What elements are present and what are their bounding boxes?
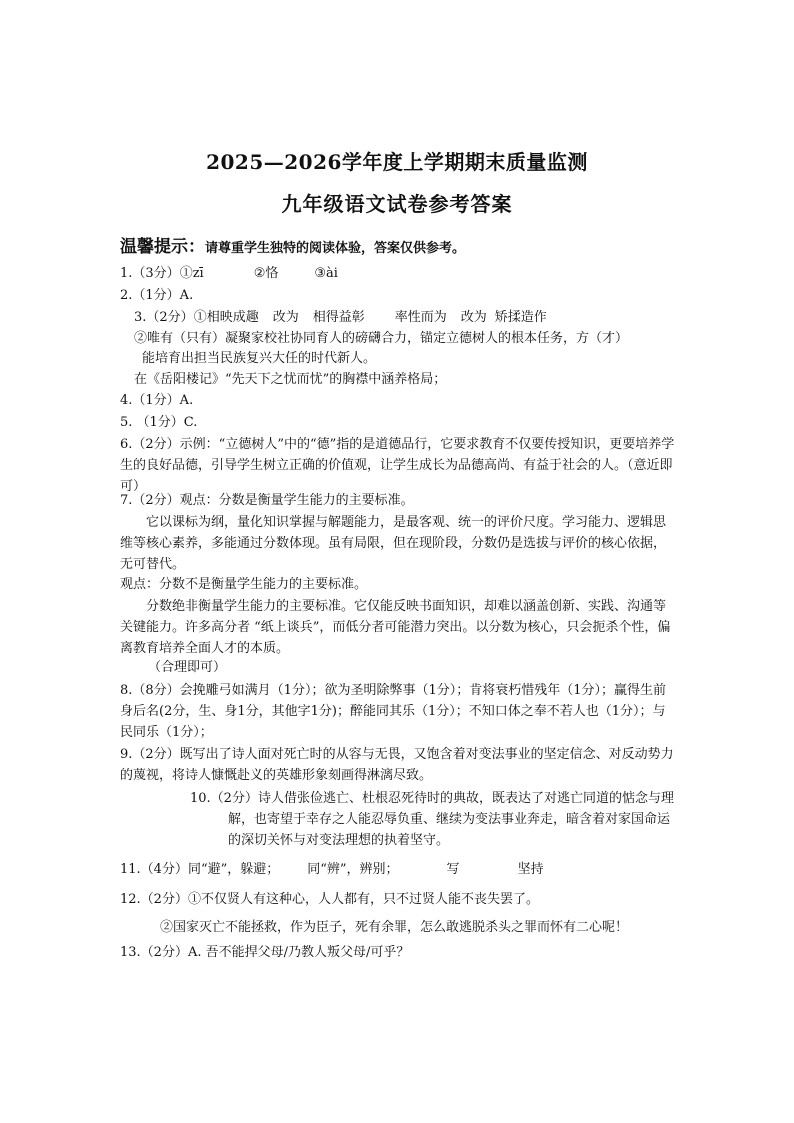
q1-number: 1.（3分） [120, 266, 180, 281]
q3-phrase-1: ①相映成趣 [193, 310, 259, 325]
answer-q11 [120, 860, 544, 880]
q1-answer-1: ①zī [179, 266, 204, 281]
answer-q3-line2: ②唯有（只有）凝聚家校社协同育人的磅礴合力，锚定立德树人的根本任务，方（才） [134, 331, 629, 346]
q11-answer-4: 坚持 [517, 862, 544, 877]
q3-phrase-4: 矫揉造作 [494, 310, 547, 325]
answer-q5: 5. （1分）C. [120, 415, 198, 430]
answer-q3-line4: 在《岳阳楼记》“先天下之忧而忧”的胸襟中涵养格局； [134, 372, 447, 387]
answer-q7-note: （合理即可） [148, 660, 227, 675]
page-title: 2025—2026学年度上学期期末质量监测 [206, 150, 588, 174]
q3-change-1: 改为 [272, 310, 299, 325]
answer-q3-line3: 能培育出担当民族复兴大任的时代新人。 [142, 351, 377, 366]
q1-answer-3: ③ài [314, 266, 338, 281]
answer-q4: 4.（1分）A. [120, 393, 194, 408]
q11-answer-3: 写 [446, 862, 460, 877]
answer-q7-heading-2: 观点：分数不是衡量学生能力的主要标准。 [120, 577, 368, 592]
q10-text: 10.（2分）诗人借张俭逃亡、杜根忍死待时的典故，既表达了对逃亡同道的惦念与理解，也寄望于幸存之人能忍辱负重、继续为变法事业奔走，暗含着对家国命运的深切关怀与对变法理想的执着坚守。 [190, 791, 674, 848]
q11-number: 11.（4分） [120, 862, 188, 877]
answer-q7-paragraph-1: 它以课标为纲，量化知识掌握与解题能力，是最客观、统一的评价尺度。学习能力、逻辑思维等核心素养，多能通过分数体现。虽有局限，但在现阶段，分数仍是选拔与评价的核心依据，无可替代。 [120, 515, 667, 572]
q1-answer-2: ②恪 [253, 266, 279, 281]
answer-q7-paragraph-2: 分数绝非衡量学生能力的主要标准。它仅能反映书面知识，却难以涵盖创新、实践、沟通等关键能力。许多高分者 “纸上谈兵”，而低分者可能潜力突出。以分数为核心，只会扼杀个性，偏离教育培养全面人才的本质。 [120, 599, 671, 656]
answer-q12-line2: ②国家灭亡不能拯救，作为臣子，死有余罪，怎么敢逃脱杀头之罪而怀有二心呢！ [160, 920, 629, 935]
q3-phrase-3: 率性而为 [394, 310, 447, 325]
tip-line [120, 232, 465, 257]
answer-q8: 8.（8分）会挽雕弓如满月（1分）；欲为圣明除弊事（1分）；肯将衰朽惜残年（1分）；赢得生前身后名(2分，生、身1分，其他字1分)；醉能同其乐（1分）；不知口体之奉不若人也（1分）；与民同乐（1分）； [120, 683, 666, 740]
q3-change-2: 改为 [460, 310, 487, 325]
answer-q3-line1 [134, 308, 547, 328]
answer-q10 [190, 788, 678, 851]
answer-q1 [120, 264, 338, 284]
tip-text: 请尊重学生独特的阅读体验，答案仅供参考。 [205, 241, 466, 256]
q3-number: 3.（2分） [134, 310, 194, 325]
answer-q6: 6.（2分）示例：“立德树人”中的“德”指的是道德品行，它要求教育不仅要传授知识，更要培养学生的良好品德，引导学生树立正确的价值观，让学生成长为品德高尚、有益于社会的人。（意近即可） [120, 437, 675, 494]
answer-q13: 13.（2分）A. 吾不能捍父母/乃教人叛父母/可乎？ [120, 945, 410, 960]
answer-q7-heading: 7.（2分）观点：分数是衡量学生能力的主要标准。 [120, 493, 414, 508]
tip-label: 温馨提示： [120, 237, 205, 257]
answer-q2: 2.（1分）A. [120, 288, 194, 303]
answer-q12-line1: 12.（2分）①不仅贤人有这种心，人人都有，只不过贤人能不丧失罢了。 [120, 892, 539, 907]
q11-answer-1: 同“避”，躲避； [187, 862, 280, 877]
page-subtitle: 九年级语文试卷参考答案 [281, 192, 513, 216]
q11-answer-2: 同“辨”，辨别； [307, 862, 399, 877]
q3-phrase-2: 相得益彰 [312, 310, 365, 325]
answer-q9: 9.（2分）既写出了诗人面对死亡时的从容与无畏，又饱含着对变法事业的坚定信念、对反动势力的蔑视，将诗人慷慨赴义的英雄形象刻画得淋漓尽致。 [120, 747, 674, 783]
